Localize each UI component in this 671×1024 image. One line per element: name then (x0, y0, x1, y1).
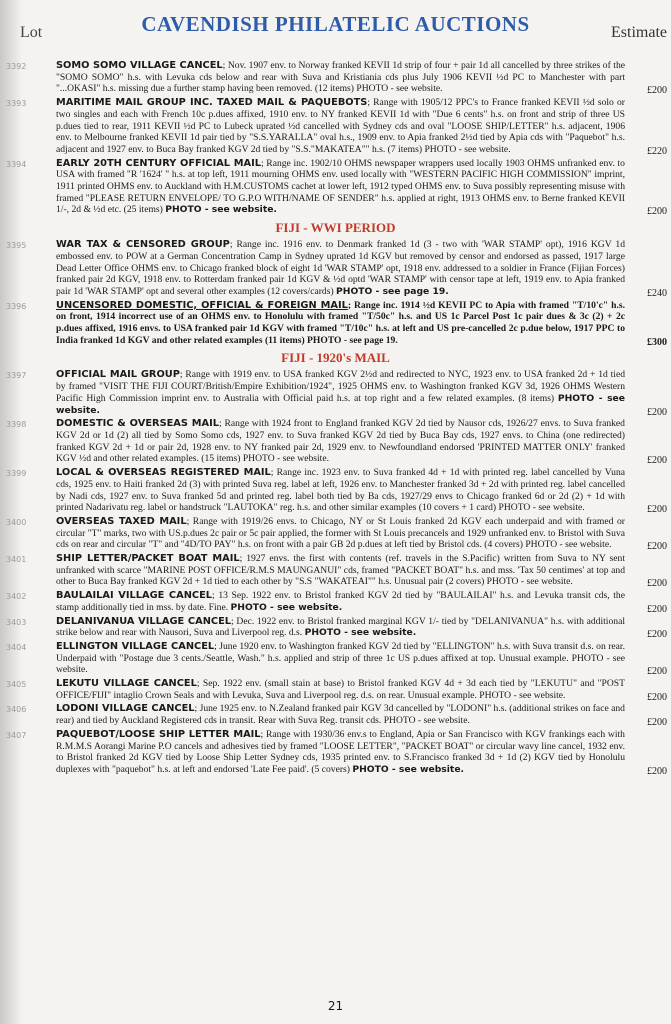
lot-description: ; Range with 1919/26 envs. to Chicago, NY or St Louis franked 2d KGV each underpaid and with framed or circular "T" marks, two with US.p.dues 2c pair or 5c pair applied, the former with St Louis precancels and 1929 unfranked env. to Bristol with Suva cds on rear and circular "T" and "4D/TO PAY" h.s. on front with a pair GB 2d p.dues at left tied by Bristol cds. (4 covers) PHOTO - see website. (56, 515, 625, 551)
lot-description: ; Range with 1924 front to England franked KGV 2d tied by Nausor cds, 1926/27 envs. to Suva franked KGV 2d or 1d (2) all tied by Somo Somo cds, 1927 env. to Suva franked KGV 2d tied by Buca Bay cds, 1927 envs. to China (one redirected) franked KGV 2d + 1d or pair 2d, 1928 env. to NY franked pair 2d, 1929 env. to Newfoundland endorsed 'PRINTED MATTER ONLY' franked KGV ½d and other related examples. (15 items) PHOTO - see website. (56, 418, 625, 465)
lot-number: 3406 (6, 705, 27, 715)
lot-number: 3394 (6, 159, 27, 169)
lot-description: ; Sep. 1922 env. (small stain at base) to Bristol franked KGV 4d + 3d each tied by "LEKUTU" and "POST OFFICE/FIJI" intaglio Crown Seals and with Levuka, Suva and Liverpool reg. d.s. on rear. Unusual example. PHOTO - see website. (56, 678, 625, 701)
lot-estimate: £200 (647, 455, 667, 467)
lot-description: ; June 1925 env. to N.Zealand franked pair KGV 3d cancelled by "LODONI" h.s. (additional strikes on face and rear) and tied by Auckland Registered cds in transit. Rear with Suva Reg. transit cds. PHOTO - see website. (56, 703, 625, 727)
lot-entry (0, 703, 671, 729)
lot-title: DELANIVANUA VILLAGE CANCEL (56, 615, 232, 627)
lot-entry (0, 729, 671, 776)
lot-number: 3403 (6, 617, 27, 627)
lot-estimate: £240 (647, 287, 667, 299)
lot-column-label: Lot (20, 24, 43, 41)
lot-estimate: £200 (647, 666, 667, 678)
lot-estimate: £200 (647, 406, 667, 418)
lot-title: OFFICIAL MAIL GROUP (56, 369, 180, 381)
lot-estimate: £200 (647, 603, 667, 615)
auction-house-title: CAVENDISH PHILATELIC AUCTIONS (141, 12, 530, 36)
section-heading: FIJI - 1920's MAIL (281, 350, 390, 366)
lot-number: 3392 (6, 62, 27, 71)
lot-description: ; Range with 1905/12 PPC's to France franked KEVII ½d solo or two singles and each with French 10c p.dues affixed, 1910 env. to NY franked KEVII 1d with "Due 6 cents" h.s. on front and strip of three US p.dues tied to rear, 1911 KEVII ½d PC to Lubeck uprated ½d cancelled with Sydney cds and oval "LOOSE SHIP/LETTER" h.s. adjacent, 1906 env. to Melbourne franked KEVII 1d pair tied by "S.S.YARALLA" oval h.s., 1909 env. to Apia franked 2½d tied by Apia cds with "Paquebot" h.s. adjacent and 1927 env. to Buca Bay franked KGV 2d tied by "S.S."MAKATEA"" h.s. (7 items) PHOTO - see website. (56, 97, 625, 155)
lot-title: MARITIME MAIL GROUP INC. TAXED MAIL & PAQUEBOTS (56, 97, 368, 109)
lot-listing (0, 60, 671, 778)
lot-estimate: £220 (647, 145, 667, 157)
lot-description: ; Nov. 1907 env. to Norway franked KEVII 1d strip of four + pair 1d all cancelled by three strikes of the "SOMO SOMO" h.s. with Levuka cds below and rear with Suva and Kristiania cds plus July 1906 KEVII ½d PC to Manchester with part "...OKASI" h.s. missing due a further stamp having been removed. (12 items) PHOTO - see website. (56, 60, 626, 95)
lot-entry (0, 158, 671, 217)
lot-entry (0, 418, 671, 465)
estimate-column-label: Estimate (611, 24, 667, 41)
lot-estimate: £200 (647, 504, 667, 516)
lot-number: 3402 (6, 592, 27, 602)
lot-entry (0, 467, 671, 514)
page-header (0, 8, 671, 48)
lot-number: 3396 (6, 301, 27, 311)
lot-estimate: £200 (647, 691, 667, 703)
lot-entry (0, 678, 671, 701)
lot-title: BAULAILAI VILLAGE CANCEL (56, 590, 213, 602)
lot-entry (0, 60, 671, 95)
lot-description: ; Range inc. 1902/10 OHMS newspaper wrappers used locally 1903 OHMS unfranked env. to USA with framed "R '1624' " h.s. at top left, 1911 mourning OHMS env. used locally with "WESTERN PACIFIC HIGH COMMISSION" imprint, 1911 printed OHMS env. to Auckland with H.M.CUSTOMS cachet at lower left, 1912 typed OHMS env. to Suva possibly representing misuse with framed "PLEASE RETURN ENVELOPE/ TO G.P.O WITH/NAME OF SENDER" h.s. applied at right, 1913 OHMS env. to Berne franked KEVII 1/-, 2d & ½d etc. (25 items) (56, 157, 625, 216)
lot-entry (0, 641, 671, 676)
lot-number: 3407 (6, 730, 27, 740)
photo-reference: PHOTO - see page 19. (336, 285, 449, 297)
lot-estimate: £200 (647, 578, 667, 590)
lot-number: 3393 (6, 99, 27, 109)
lot-title: UNCENSORED DOMESTIC, OFFICIAL & FOREIGN MAIL (56, 299, 348, 311)
lot-estimate: £300 (647, 336, 667, 348)
lot-estimate: £200 (647, 206, 667, 218)
lot-title: LOCAL & OVERSEAS REGISTERED MAIL (56, 467, 271, 479)
photo-reference: PHOTO - see website. (230, 601, 343, 613)
lot-entry (0, 97, 671, 156)
photo-reference: PHOTO - see website. (304, 627, 417, 639)
lot-description: ; Range with 1930/36 env.s to England, Apia or San Francisco with KGV frankings each with R.M.M.S Aorangi Marine P.O cancels and adhesives tied by framed "LOOSE LETTER", "PACKET BOAT" or circular wavy line cancel, 1932 env. to Bristol franked 2d KGV tied by Loose Ship Letter Sydney cds, 1935 printed env. to S.Francisco franked 3d + 1d (2) KGV tied by Honolulu duplexes with "paquebot" h.s. at left and endorsed 'Late Fee paid'. (5 covers) (56, 728, 625, 775)
lot-entry (0, 590, 671, 613)
lot-title: ELLINGTON VILLAGE CANCEL (56, 640, 215, 652)
lot-description: ; Range inc. 1914 ½d KEVII PC to Apia with framed "T/10'c" h.s. on front, 1914 incorrect use of an OHMS env. to Honolulu with framed "T/50c" h.s. and US 1c Parcel Post 1c pair dues & 3c (2) + 2c p.dues affixed, 1916 envs. to USA franked pair 1d KGV with framed "T/10c" h.s. at left and US pre-cancelled 2c p.due below, 1917 PPC to India franked 1d KGV and other related examples (11 items) PHOTO - see page 19. (56, 299, 625, 346)
lot-title: LEKUTU VILLAGE CANCEL (56, 678, 197, 690)
page-number: 21 (327, 999, 344, 1013)
lot-entry (0, 516, 671, 551)
lot-description: ; Range with 1919 env. to USA franked KGV 2½d and redirected to NYC, 1923 env. to USA franked 2d + 1d tied by framed "VISIT THE FIJI COURT/British/Empire Exhibition/1924", 1925 OHMS env. to Washington franked KGV 3d, 1926 OHMS Western Pacific High Commission imprint env. to Australia with Official paid h.s. at top right and a few related examples. (8 items) (56, 369, 625, 404)
photo-reference: PHOTO - see website. (56, 392, 626, 416)
lot-entry (0, 553, 671, 588)
lot-title: WAR TAX & CENSORED GROUP (56, 239, 230, 251)
lot-description: ; Dec. 1922 env. to Bristol franked marginal KGV 1/- tied by "DELANIVANUA" h.s. with additional strike below and rear with Nausori, Suva and Liverpool reg. d.s. (56, 615, 625, 639)
lot-number: 3398 (6, 420, 27, 430)
lot-estimate: £200 (647, 629, 667, 641)
lot-title: SHIP LETTER/PACKET BOAT MAIL (56, 553, 240, 565)
lot-title: OVERSEAS TAXED MAIL (56, 515, 187, 527)
lot-entry (0, 616, 671, 639)
lot-estimate: £200 (647, 717, 667, 729)
lot-title: DOMESTIC & OVERSEAS MAIL (56, 418, 219, 430)
lot-number: 3395 (6, 241, 27, 251)
lot-title: EARLY 20TH CENTURY OFFICIAL MAIL (56, 157, 261, 169)
lot-estimate: £200 (647, 765, 667, 777)
lot-title: PAQUEBOT/LOOSE SHIP LETTER MAIL (56, 728, 261, 740)
photo-reference: PHOTO - see website. (165, 204, 277, 216)
lot-estimate: £200 (647, 541, 667, 553)
lot-number: 3401 (6, 555, 27, 565)
section-heading: FIJI - WWI PERIOD (275, 220, 396, 236)
lot-title: LODONI VILLAGE CANCEL (56, 703, 195, 715)
lot-description: ; 13 Sep. 1922 env. to Bristol franked KGV 2d tied by "BAULAILAI" h.s. and Levuka transit cds, the stamp additionally tied in mss. by date. Fine. (56, 590, 625, 613)
lot-description: ; Range inc. 1916 env. to Denmark franked 1d (3 - two with 'WAR STAMP' opt), 1916 KGV 1d embossed env. to POW at a German Concentration Camp in Sydney uprated 1d KGV but removed by censor and endorsed as passed, 1917 large Dead Letter Office OHMS env. to Chicago franked block of eight 1d 'WAR STAMP' opt, 1918 env. addressed to a soldier in France (Fijian Forces) franked pair 2d KGV, 1918 env. to Rotterdam franked pair 1d KGV & ½d optd 'WAR STAMP' with censor tape at left, 1919 env. to Apia franked pair 1d 'WAR STAMP' opt and several other examples (12 covers/cards) (56, 239, 626, 297)
lot-number: 3397 (6, 371, 27, 381)
lot-number: 3405 (6, 680, 27, 690)
lot-title: SOMO SOMO VILLAGE CANCEL (56, 60, 223, 71)
lot-description: ; Range inc. 1923 env. to Suva franked 4d + 1d with printed reg. label cancelled by Vuna cds, 1925 env. to Haiti franked 2d (3) with printed Suva reg. label at left, 1926 env. to Manchester franked 3d + 2d with printed reg. label cancelled by Nadi cds, 1927 env. to Suva franked 5d and printed reg. label both tied by Ba cds, 1927/29 envs to Chicago franked 6d or 2d (2) + 1d with printed Nadarivatu reg. label or handstruck "LAUTOKA" reg. h.s. and other similar examples (10 covers + 1 card) PHOTO - see website. (56, 467, 625, 514)
lot-entry (0, 239, 671, 298)
lot-estimate: £200 (647, 85, 667, 97)
lot-number: 3399 (6, 469, 27, 479)
photo-reference: PHOTO - see website. (352, 763, 465, 775)
lot-number: 3400 (6, 517, 27, 527)
lot-number: 3404 (6, 642, 27, 652)
lot-description: ; 1927 envs. the first with contents (ref. travels in the S.Pacific) written from Suva to NY sent unfranked with scarce "MARINE POST OFFICE/R.M.S MAUNGANUI" cds, framed "PACKET BOAT" h.s. and mss. 'Tax 50 centimes' at top and other to Buca Bay franked KGV 2d + 1d tied to each other by "S.S "WAKATEAI"" h.s. Unusual pair (2 covers) PHOTO - see website. (56, 553, 625, 588)
lot-entry (0, 300, 671, 347)
lot-description: ; June 1920 env. to Washington franked KGV 2d tied by "ELLINGTON" h.s. with Suva transit d.s. on rear. Underpaid with "Postage due 3 cents./Seattle, Wash." h.s. applied and strip of three 1c US p.dues affixed at top. Unusual example. PHOTO - see website. (56, 640, 625, 676)
lot-entry (0, 369, 671, 416)
